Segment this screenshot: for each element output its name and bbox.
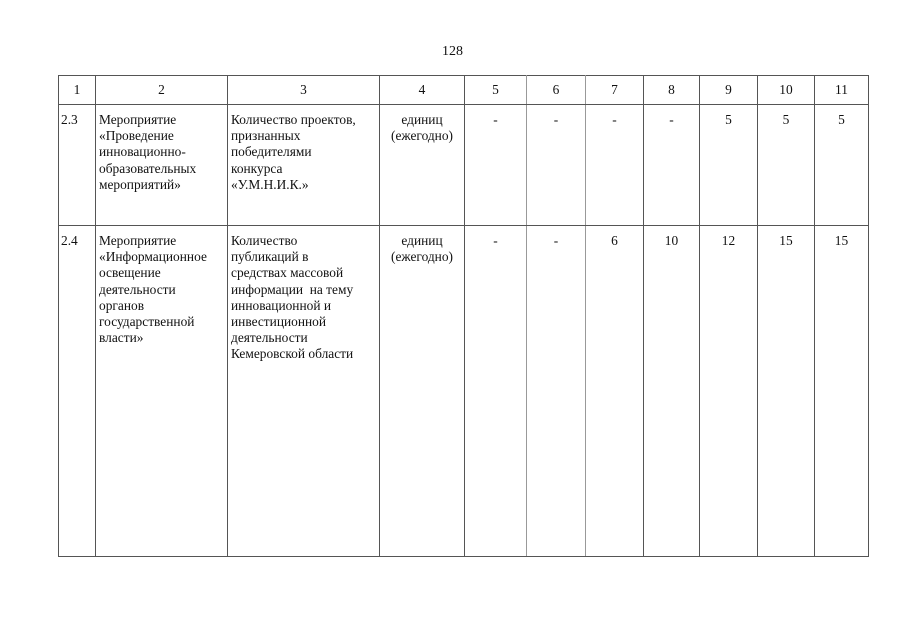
unit-cell [380,226,465,557]
value-cell: - [465,105,527,226]
event-line: государственной [99,314,195,330]
header-cell: 2 [96,76,228,105]
row-number: 2.3 [59,105,96,226]
indicator-line: Количество [231,233,298,248]
indicator-cell [228,105,380,226]
value-cell: 12 [700,226,758,557]
value-cell: - [527,226,586,557]
value-cell: 5 [758,105,815,226]
value-cell: - [644,105,700,226]
table-row [59,105,869,226]
indicator-line: деятельности [231,330,308,346]
indicator-line: инновационной и [231,297,332,313]
header-row [59,76,869,105]
event-line: освещение [99,265,161,281]
header-cell: 9 [700,76,758,105]
indicators-table [58,75,869,557]
event-line: органов [99,297,145,313]
indicator-line: победителями [231,144,312,160]
page-number: 128 [442,44,463,59]
event-line: Мероприятие [99,112,177,127]
value-cell: 15 [815,226,869,557]
indicator-line: инвестиционной [231,314,327,330]
header-cell: 7 [586,76,644,105]
header-cell: 8 [644,76,700,105]
event-line: мероприятий» [99,176,181,192]
indicator-line: Количество проектов, [231,112,356,127]
unit-line: единиц [401,112,443,127]
header-cell: 1 [59,76,96,105]
value-cell: 6 [586,226,644,557]
value-cell: 5 [700,105,758,226]
event-cell [96,105,228,226]
indicator-line: средствах массовой [231,265,344,281]
event-line: инновационно- [99,144,186,160]
value-cell: - [465,226,527,557]
indicator-line: признанных [231,128,301,144]
unit-cell [380,105,465,226]
indicator-line: Кемеровской области [231,346,354,362]
value-cell: 15 [758,226,815,557]
event-line: власти» [99,330,144,346]
event-line: «Информационное [99,249,207,265]
header-cell: 10 [758,76,815,105]
indicator-line: конкурса [231,160,283,176]
header-cell: 11 [815,76,869,105]
row-number: 2.4 [59,226,96,557]
header-cell: 6 [527,76,586,105]
value-cell: 10 [644,226,700,557]
event-line: «Проведение [99,128,174,144]
table-row [59,226,869,557]
value-cell: - [586,105,644,226]
value-cell: 5 [815,105,869,226]
header-cell: 4 [380,76,465,105]
event-line: Мероприятие [99,233,177,248]
unit-line: (ежегодно) [390,128,454,144]
header-cell: 3 [228,76,380,105]
event-cell [96,226,228,557]
indicator-line: публикаций в [231,249,309,265]
event-line: деятельности [99,281,176,297]
unit-line: (ежегодно) [390,249,454,265]
indicator-line: «У.М.Н.И.К.» [231,176,309,192]
event-line: образовательных [99,160,197,176]
value-cell: - [527,105,586,226]
unit-line: единиц [401,233,443,248]
header-cell: 5 [465,76,527,105]
indicator-line: информации на тему [231,281,354,297]
indicator-cell [228,226,380,557]
